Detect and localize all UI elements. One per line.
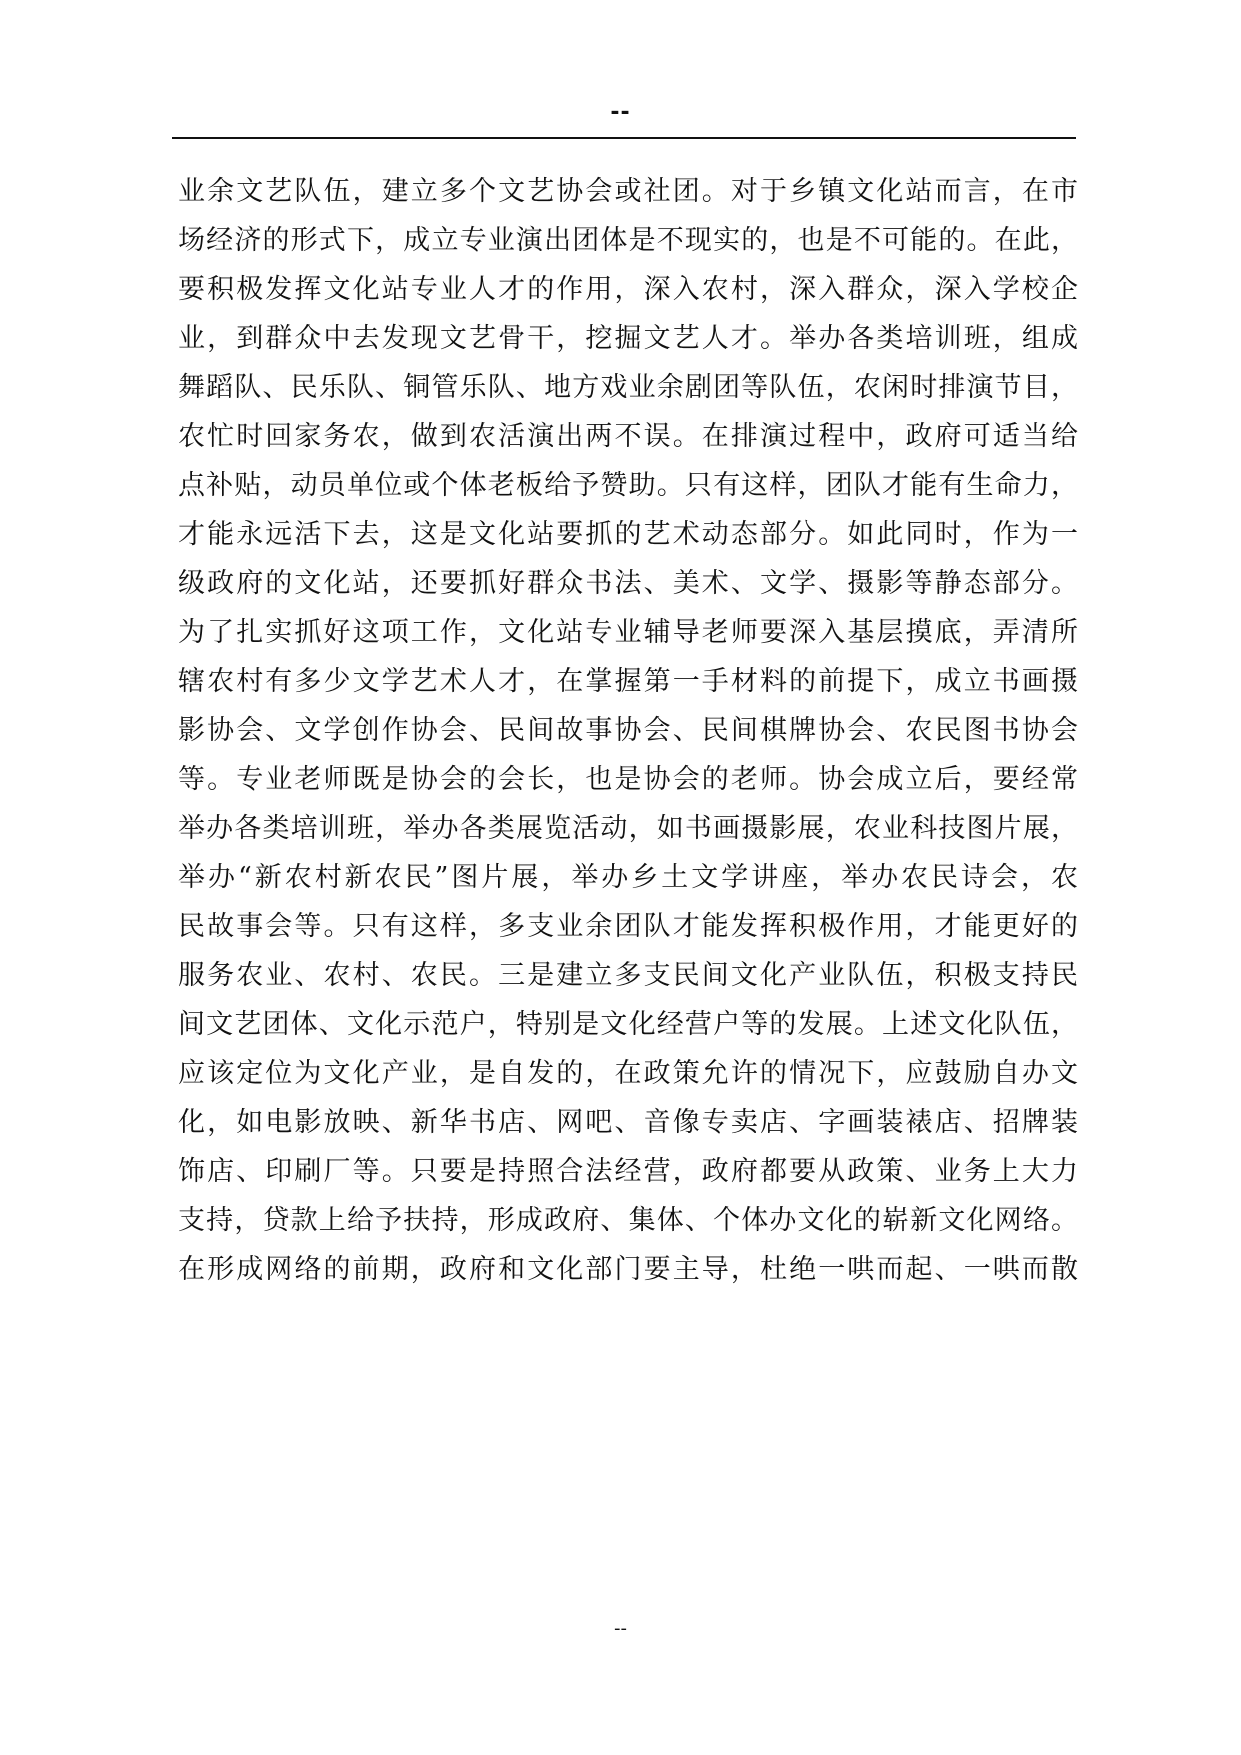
text-line: 民故事会等。只有这样，多支业余团队才能发挥积极作用，才能更好的 — [178, 911, 1078, 942]
text-line: 间文艺团体、文化示范户，特别是文化经营户等的发展。上述文化队伍， — [178, 1009, 1078, 1040]
text-line: 舞蹈队、民乐队、铜管乐队、地方戏业余剧团等队伍，农闲时排演节目， — [178, 372, 1078, 403]
text-line: 在形成网络的前期，政府和文化部门要主导，杜绝一哄而起、一哄而散 — [178, 1254, 1078, 1285]
body-text — [178, 167, 1078, 1294]
text-line: 等。专业老师既是协会的会长，也是协会的老师。协会成立后，要经常 — [178, 764, 1078, 795]
text-line: 支持，贷款上给予扶持，形成政府、集体、个体办文化的崭新文化网络。 — [178, 1205, 1078, 1236]
text-line: 饰店、印刷厂等。只要是持照合法经营，政府都要从政策、业务上大力 — [178, 1156, 1078, 1187]
text-line: 才能永远活下去，这是文化站要抓的艺术动态部分。如此同时，作为一 — [178, 519, 1078, 550]
text-line: 举办“新农村新农民”图片展，举办乡土文学讲座，举办农民诗会，农 — [178, 862, 1078, 893]
footer-mark: -- — [614, 1618, 627, 1639]
text-line: 业余文艺队伍，建立多个文艺协会或社团。对于乡镇文化站而言，在市 — [178, 176, 1078, 207]
text-line: 举办各类培训班，举办各类展览活动，如书画摄影展，农业科技图片展， — [178, 813, 1078, 844]
text-line: 点补贴，动员单位或个体老板给予赞助。只有这样，团队才能有生命力， — [178, 470, 1078, 501]
text-line: 应该定位为文化产业，是自发的，在政策允许的情况下，应鼓励自办文 — [178, 1058, 1078, 1089]
text-line: 场经济的形式下，成立专业演出团体是不现实的，也是不可能的。在此， — [178, 225, 1078, 256]
text-line: 辖农村有多少文学艺术人才，在掌握第一手材料的前提下，成立书画摄 — [178, 666, 1078, 697]
text-line: 为了扎实抓好这项工作，文化站专业辅导老师要深入基层摸底，弄清所 — [178, 617, 1078, 648]
header-mark: -- — [610, 100, 631, 125]
text-line: 要积极发挥文化站专业人才的作用，深入农村，深入群众，深入学校企 — [178, 274, 1078, 305]
text-line: 业，到群众中去发现文艺骨干，挖掘文艺人才。举办各类培训班，组成 — [178, 323, 1078, 354]
text-line: 影协会、文学创作协会、民间故事协会、民间棋牌协会、农民图书协会 — [178, 715, 1078, 746]
header-rule — [172, 137, 1076, 139]
text-line: 农忙时回家务农，做到农活演出两不误。在排演过程中，政府可适当给 — [178, 421, 1078, 452]
text-line: 级政府的文化站，还要抓好群众书法、美术、文学、摄影等静态部分。 — [178, 568, 1078, 599]
text-line: 服务农业、农村、农民。三是建立多支民间文化产业队伍，积极支持民 — [178, 960, 1078, 991]
text-line: 化，如电影放映、新华书店、网吧、音像专卖店、字画装裱店、招牌装 — [178, 1107, 1078, 1138]
